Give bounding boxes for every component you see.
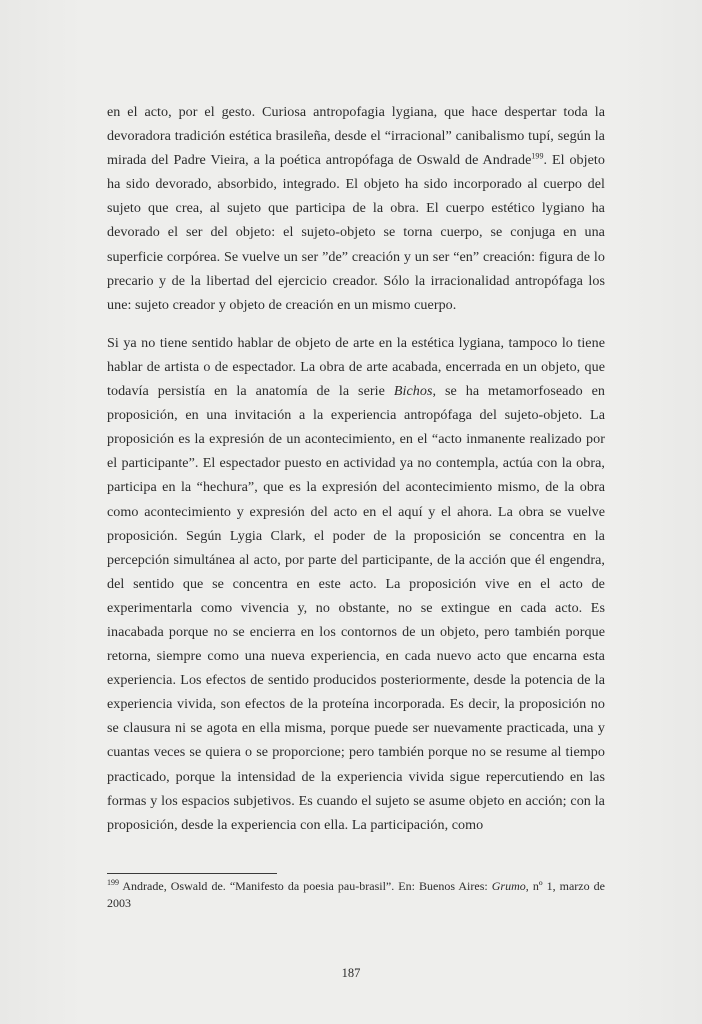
footnote-italic-grumo: Grumo: [491, 879, 526, 893]
paragraph-2: [107, 331, 605, 837]
para2-text-b: , se ha metamorfoseado en proposición, en una invitación a la experiencia antropófaga del sujeto-objeto. La proposición es la expresión de un acontecimiento, en el “acto inmanente realizado por el participante”. El espectador puesto en actividad ya no contempla, actúa con la obra, participa en la “hechura”, que es la expresión del acontecimiento mismo, de la obra como acontecimiento y expresión del acto en el aquí y el ahora. La obra se vuelve proposición. Según Lygia Clark, el poder de la proposición se concentra en la percepción simultánea al acto, por parte del participante, de la acción que él engendra, del sentido que se concentra en este acto. La proposición vive en el acto de experimentarla como vivencia y, no obstante, no se extingue en cada acto. Es inacabada porque no se encierra en los contornos de un objeto, pero también porque retorna, siempre como una nueva experiencia, en cada nuevo acto que encarna esta experiencia. Los efectos de sentido producidos posteriormente, desde la potencia de la experiencia vivida, son efectos de la proteína incorporada. Es decir, la proposición no se clausura ni se agota en ella misma, porque puede ser nuevamente practicada, una y cuantas veces se quiera o se proporcione; pero también porque no se resume al tiempo practicado, porque la intensidad de la experiencia vivida sigue repercutiendo en las formas y los espacios subjetivos. Es cuando el sujeto se asume objeto en acción; con la proposición, desde la experiencia con ella. La participación, como: [107, 383, 605, 833]
para2-title-bichos: Bichos: [393, 383, 433, 400]
paragraph-1: [107, 100, 605, 317]
footnote-divider: [107, 873, 277, 874]
para1-text-a: en el acto, por el gesto. Curiosa antropofagia lygiana, que hace despertar toda la devoradora tradición estética brasileña, desde el “irracional” canibalismo tupí, según la mirada del Padre Vieira, a la poética antropófaga de Oswald de Andrade: [107, 104, 605, 169]
footnote-ref-199: 199: [531, 151, 544, 161]
body-text: [107, 100, 605, 837]
footnote-text-a: Andrade, Oswald de. “Manifesto da poesia pau-brasil”. En: Buenos Aires:: [119, 879, 492, 893]
footnote: [107, 878, 605, 912]
footnote-number: 199: [107, 878, 119, 887]
page-number: 187: [341, 966, 361, 980]
footnote-text-b: , nº 1, marzo de 2003: [107, 879, 605, 910]
para1-text-b: . El objeto ha sido devorado, absorbido, integrado. El objeto ha sido incorporado al cuerpo del sujeto que crea, al sujeto que participa de la obra. El cuerpo estético lygiano ha devorado el ser del objeto: el sujeto-objeto se torna cuerpo, se conjuga en una superficie corpórea. Se vuelve un ser ”de” creación y un ser “en” creación: figura de lo precario y de la libertad del ejercicio creador. Sólo la irracionalidad antropófaga los une: sujeto creador y objeto de creación en un mismo cuerpo.: [107, 152, 605, 313]
para2-text-a: Si ya no tiene sentido hablar de objeto de arte en la estética lygiana, tampoco lo tiene hablar de artista o de espectador. La obra de arte acabada, encerrada en un objeto, que todavía persistía en la anatomía de la serie: [107, 334, 605, 400]
